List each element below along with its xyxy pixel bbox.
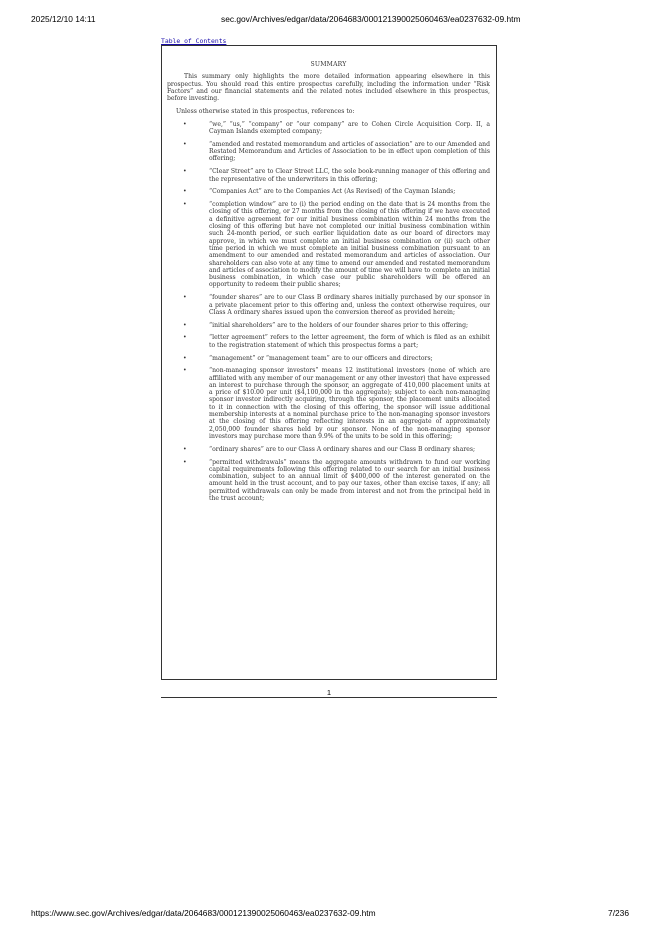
definition-item — [167, 322, 490, 329]
definition-text: “founder shares” are to our Class B ordinary shares initially purchased by our sponsor in a private placement prior to this offering and, unless the context otherwise requires, our Class A ordinary shares issued upon the conversion thereof as provided herein; — [209, 294, 490, 316]
bullet: • — [183, 367, 187, 375]
print-page-count: 7/236 — [608, 908, 629, 918]
definition-item — [167, 367, 490, 440]
bullet: • — [183, 120, 187, 128]
table-of-contents-link[interactable]: Table of Contents — [161, 37, 227, 45]
definition-item — [167, 294, 490, 316]
definition-text: “management” or “management team” are to our officers and directors; — [209, 354, 433, 362]
bullet: • — [183, 188, 187, 196]
definition-item — [167, 355, 490, 362]
definition-text: “permitted withdrawals” means the aggregate amounts withdrawn to fund our working capital requirements following this offering related to our search for an initial business combination, subject to an annual limit of $400,000 of the interest generated on the amount held in the trust account, and to pay our taxes, other than excise taxes, if any; all permitted withdrawals can only be made from interest and not from the principal held in the trust account; — [209, 458, 490, 503]
print-datetime: 2025/12/10 14:11 — [31, 14, 96, 24]
print-header — [0, 14, 662, 28]
bullet: • — [183, 321, 187, 329]
bullet: • — [183, 140, 187, 148]
print-footer-url: https://www.sec.gov/Archives/edgar/data/2064683/000121390025060463/ea0237632-09.htm — [31, 908, 376, 918]
page-number: 1 — [326, 688, 332, 697]
definition-text: “non-managing sponsor investors” means 12 institutional investors (none of which are affiliated with any member of our management or any other investor) that have expressed an interest to purchase through the sponsor, an aggregate of 410,000 placement units at a price of $10.00 per unit ($4,100,000 in the aggregate); subject to each non-managing sponsor investor indirectly acquiring, through the sponsor, the placement units allocated to it in connection with the closing of this offering, the sponsor will issue additional membership interests at a nominal purchase price to the non-managing sponsor investors at the closing of this offering reflecting interests in an aggregate of approximately 2,050,000 founder shares held by our sponsor. None of the non-managing sponsor investors may purchase more than 9.9% of the units to be sold in this offering; — [209, 367, 490, 440]
definition-item — [167, 201, 490, 289]
print-header-url: sec.gov/Archives/edgar/data/2064683/000121390025060463/ea0237632-09.htm — [221, 14, 521, 24]
definitions-list — [167, 121, 490, 503]
definition-text: “amended and restated memorandum and articles of association” are to our Amended and Restated Memorandum and Articles of Association to be in effect upon completion of this offering; — [209, 140, 490, 163]
definition-text: “letter agreement” refers to the letter agreement, the form of which is filed as an exhibit to the registration statement of which this prospectus forms a part; — [209, 334, 490, 349]
bullet: • — [183, 458, 187, 466]
bullet: • — [183, 201, 187, 209]
intro-paragraph: This summary only highlights the more detailed information appearing elsewhere in this prospectus. You should read this entire prospectus carefully, including the information under “Risk Factors” and our financial statements and the related notes included elsewhere in this prospectus, before investing. — [167, 73, 490, 103]
bullet: • — [183, 168, 187, 176]
page-divider — [161, 697, 497, 698]
definition-item — [167, 446, 490, 453]
definition-item — [167, 141, 490, 163]
definition-item — [167, 334, 490, 349]
definition-text: “Clear Street” are to Clear Street LLC, the sole book-running manager of this offering and the representative of the underwriters in this offering; — [209, 168, 490, 183]
definition-item — [167, 459, 490, 503]
definition-text: “initial shareholders” are to the holders of our founder shares prior to this offering; — [209, 321, 469, 329]
references-lead: Unless otherwise stated in this prospectus, references to: — [176, 108, 355, 116]
summary-section — [161, 45, 497, 680]
bullet: • — [183, 334, 187, 342]
bullet: • — [183, 354, 187, 362]
definition-text: “we,” “us,” “company” or “our company” are to Cohen Circle Acquisition Corp. II, a Cayman Islands exempted company; — [209, 120, 490, 136]
definition-item — [167, 168, 490, 183]
bullet: • — [183, 445, 187, 453]
definition-text: “ordinary shares” are to our Class A ordinary shares and our Class B ordinary shares; — [209, 445, 476, 453]
section-heading: SUMMARY — [310, 61, 347, 68]
bullet: • — [183, 294, 187, 302]
print-footer — [0, 908, 662, 922]
definition-item — [167, 188, 490, 195]
definition-item — [167, 121, 490, 136]
definition-text: “completion window” are to (i) the period ending on the date that is 24 months from the closing of this offering, or 27 months from the closing of this offering if we have executed a definitive agreement for our initial business combination within 24 months from the closing of this offering but have not completed our initial business combination within such 24-month period, or such earlier liquidation date as our board of directors may approve, in which we must complete an initial business combination or (ii) such other time period in which we must complete an initial business combination pursuant to an amendment to our amended and restated memorandum and articles of association. Our shareholders can also vote at any time to amend our amended and restated memorandum and articles of association to modify the amount of time we will have to complete an initial business combination, in which case our public shareholders will be offered an opportunity to redeem their public shares; — [209, 201, 490, 289]
definition-text: “Companies Act” are to the Companies Act (As Revised) of the Cayman Islands; — [209, 188, 456, 196]
